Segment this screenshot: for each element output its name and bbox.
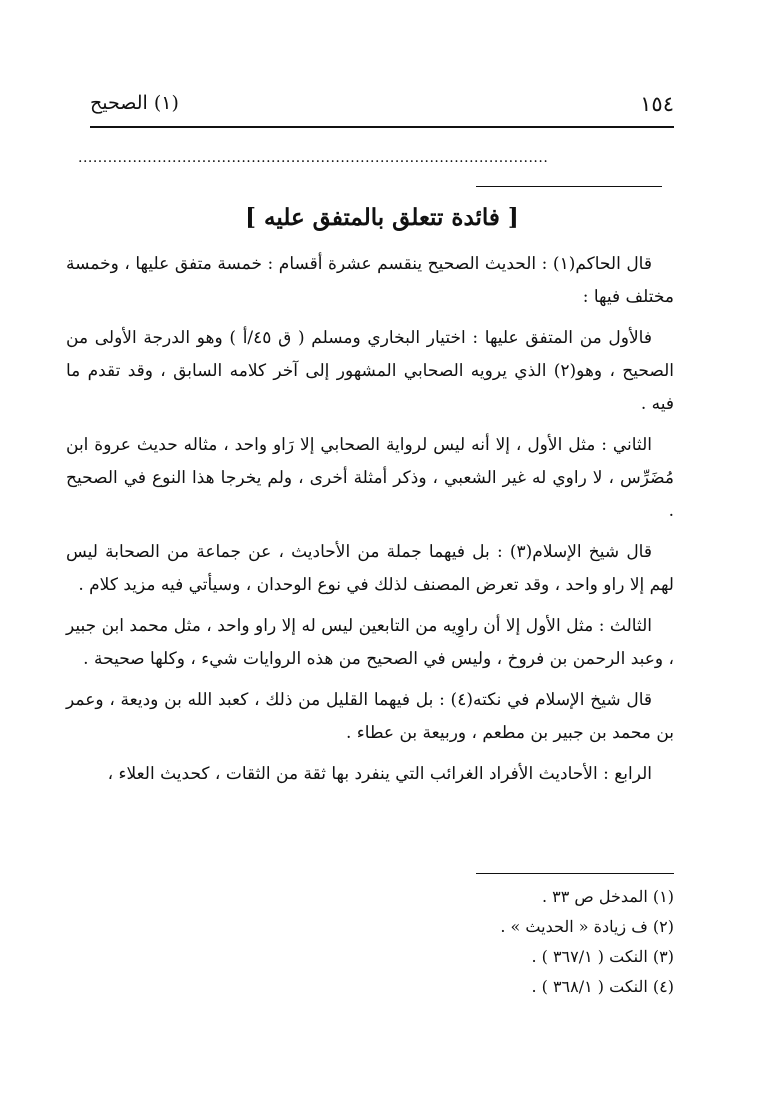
footnote-4: (٤) النكت ( ٣٦٨/١ ) .	[531, 977, 674, 996]
short-rule	[476, 186, 662, 187]
footnote-2: (٢) ف زيادة « الحديث » .	[500, 917, 674, 936]
paragraph-1: قال الحاكم(١) : الحديث الصحيح ينقسم عشرة أقسام : خمسة متفق عليها ، وخمسة مختلف فيها :	[66, 254, 674, 307]
paragraph-4: قال شيخ الإسلام(٣) : بل فيهما جملة من الأحاديث ، عن جماعة من الصحابة ليس لهم إلا راو واحد ، وقد تعرض المصنف لذلك في نوع الوحدان ، وسيأتي فيه مزيد كلام .	[66, 542, 674, 595]
running-title: (١) الصحيح	[90, 92, 179, 114]
body-text	[66, 248, 674, 799]
header-rule	[90, 126, 674, 128]
paragraph-2: فالأول من المتفق عليها : اختيار البخاري ومسلم ( ق ٤٥/أ ) وهو الدرجة الأولى من الصحيح ، وهو(٢) الذي يرويه الصحابي المشهور إلى آخر كلامه السابق ، وقد تقدم ما فيه .	[66, 328, 675, 414]
page-number: ١٥٤	[640, 92, 674, 116]
paragraph-5: الثالث : مثل الأول إلا أن راوِيه من التابعين ليس له إلا راو واحد ، مثل محمد ابن جبير ، وعبد الرحمن بن فروخ ، وليس في الصحيح من هذه الروايات شيء ، وكلها صحيحة .	[66, 616, 674, 669]
paragraph-6: قال شيخ الإسلام في نكته(٤) : بل فيهما القليل من ذلك ، كعبد الله بن وديعة ، وعمر بن محمد بن جبير بن مطعم ، وربيعة بن عطاء .	[66, 690, 674, 743]
footnote-rule	[476, 873, 674, 874]
paragraph-3: الثاني : مثل الأول ، إلا أنه ليس لرواية الصحابي إلا رَاو واحد ، مثاله حديث عروة ابن مُضَرِّس ، لا راوي له غير الشعبي ، وذكر أمثلة أخرى ، ولم يخرجا هذا النوع في الصحيح .	[66, 435, 674, 521]
paragraph-7: الرابع : الأحاديث الأفراد الغرائب التي ينفرد بها ثقة من الثقات ، كحديث العلاء ،	[107, 764, 652, 784]
footnote-1: (١) المدخل ص ٣٣ .	[541, 887, 674, 906]
running-header	[90, 92, 674, 126]
footnotes	[300, 882, 674, 1002]
section-heading: [ فائدة تتعلق بالمتفق عليه ]	[245, 204, 519, 231]
dotted-line: ...............................................................................................	[78, 150, 549, 166]
footnote-3: (٣) النكت ( ٣٦٧/١ ) .	[531, 947, 674, 966]
